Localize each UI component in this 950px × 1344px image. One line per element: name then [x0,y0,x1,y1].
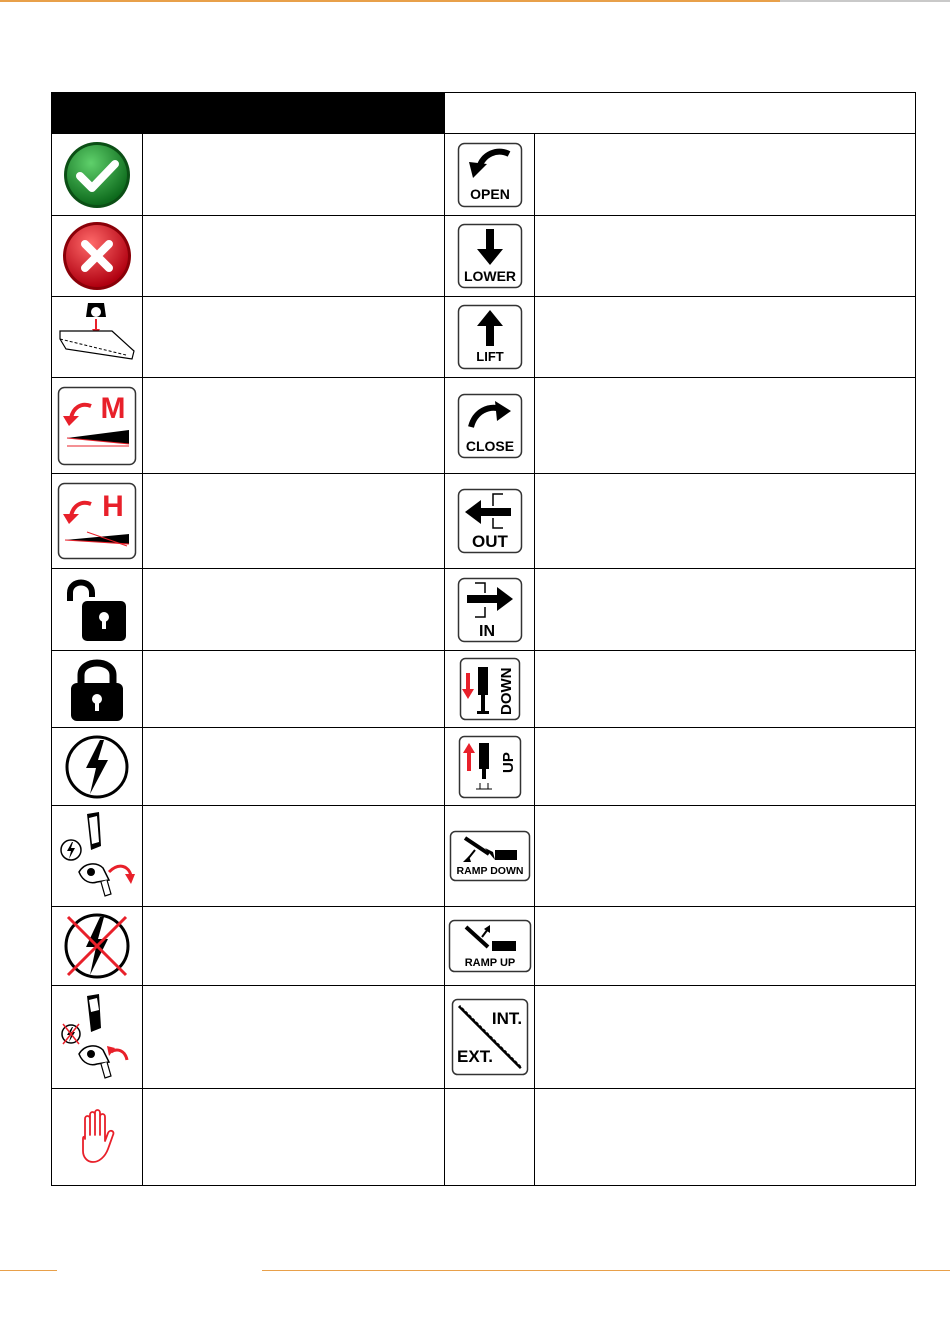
right-description [535,134,916,216]
left-description [143,134,445,216]
left-description [143,569,445,651]
weight-on-platform-icon [56,301,138,373]
right-icon-cell [445,728,535,806]
left-description [143,728,445,806]
footer-rule-right [262,1270,950,1271]
no-power-icon [62,911,132,981]
locked-padlock-icon [69,655,125,723]
ramp-m-label: M [100,391,126,425]
table-row [52,569,916,651]
left-icon-cell [52,806,143,907]
lift-icon [457,304,523,370]
right-icon-cell [445,651,535,728]
left-icon-cell [52,651,143,728]
right-description [535,569,916,651]
left-icon-cell [52,907,143,986]
int-label: INT. [491,1009,522,1028]
table-header-row [52,93,916,134]
left-description [143,297,445,378]
left-icon-cell [52,474,143,569]
right-icon-cell [445,474,535,569]
lift-label: LIFT [475,349,504,364]
left-description [143,474,445,569]
open-icon [457,142,523,208]
right-icon-cell [445,134,535,216]
symbol-legend-table [51,92,916,1186]
lower-label: LOWER [463,268,516,284]
power-off-switch-key-icon [57,990,137,1084]
ramp-h-icon [57,482,137,560]
left-icon-cell [52,216,143,297]
table-row [52,986,916,1089]
right-icon-cell [445,297,535,378]
open-label: OPEN [469,185,510,202]
ramp-down-icon [449,830,531,882]
close-label: CLOSE [465,437,514,454]
table-row [52,216,916,297]
down-label: DOWN [497,667,515,715]
out-label: OUT [471,532,508,551]
left-description [143,216,445,297]
right-icon-cell [445,986,535,1089]
right-description [535,907,916,986]
int-ext-icon [451,998,529,1076]
left-description [143,986,445,1089]
table-row [52,297,916,378]
green-check-icon [62,140,132,210]
left-description [143,1089,445,1186]
ramp-down-label: RAMP DOWN [456,865,523,877]
right-description [535,474,916,569]
unlocked-padlock-icon [62,575,132,645]
right-description [535,297,916,378]
right-description [535,651,916,728]
lower-icon [457,223,523,289]
in-label: IN [478,622,495,640]
right-icon-cell [445,378,535,474]
in-icon [457,577,523,643]
up-label: UP [499,751,517,773]
table-row [52,907,916,986]
ramp-h-label: H [102,490,124,523]
ramp-up-label: RAMP UP [464,957,515,969]
power-on-switch-key-icon [57,810,137,902]
left-icon-cell [52,569,143,651]
right-icon-cell [445,1089,535,1186]
down-icon [459,657,521,721]
left-description [143,651,445,728]
left-description [143,806,445,907]
left-icon-cell [52,134,143,216]
table-row [52,1089,916,1186]
up-icon [458,735,522,799]
left-description [143,907,445,986]
right-icon-cell [445,569,535,651]
left-icon-cell [52,986,143,1089]
table-row [52,728,916,806]
right-icon-cell [445,806,535,907]
left-icon-cell [52,1089,143,1186]
right-icon-cell [445,907,535,986]
header-left [52,93,445,134]
close-icon [457,393,523,459]
table-row [52,474,916,569]
top-accent-rule [0,0,780,2]
stop-hand-icon [75,1109,119,1165]
footer-rule-left [0,1270,57,1271]
right-icon-cell [445,216,535,297]
table-row [52,134,916,216]
table-row [52,651,916,728]
left-icon-cell [52,378,143,474]
ramp-m-icon [57,386,137,466]
left-icon-cell [52,297,143,378]
left-description [143,378,445,474]
left-icon-cell [52,728,143,806]
red-cross-icon [61,220,133,292]
ramp-up-icon [448,919,532,973]
right-description [535,216,916,297]
ext-label: EXT. [456,1047,493,1066]
header-right [445,93,916,134]
table-row [52,378,916,474]
right-description [535,1089,916,1186]
right-description [535,378,916,474]
right-description [535,728,916,806]
right-description [535,806,916,907]
right-description [535,986,916,1089]
top-gray-rule [780,0,950,2]
table-row [52,806,916,907]
power-icon [64,734,130,800]
out-icon [457,488,523,554]
